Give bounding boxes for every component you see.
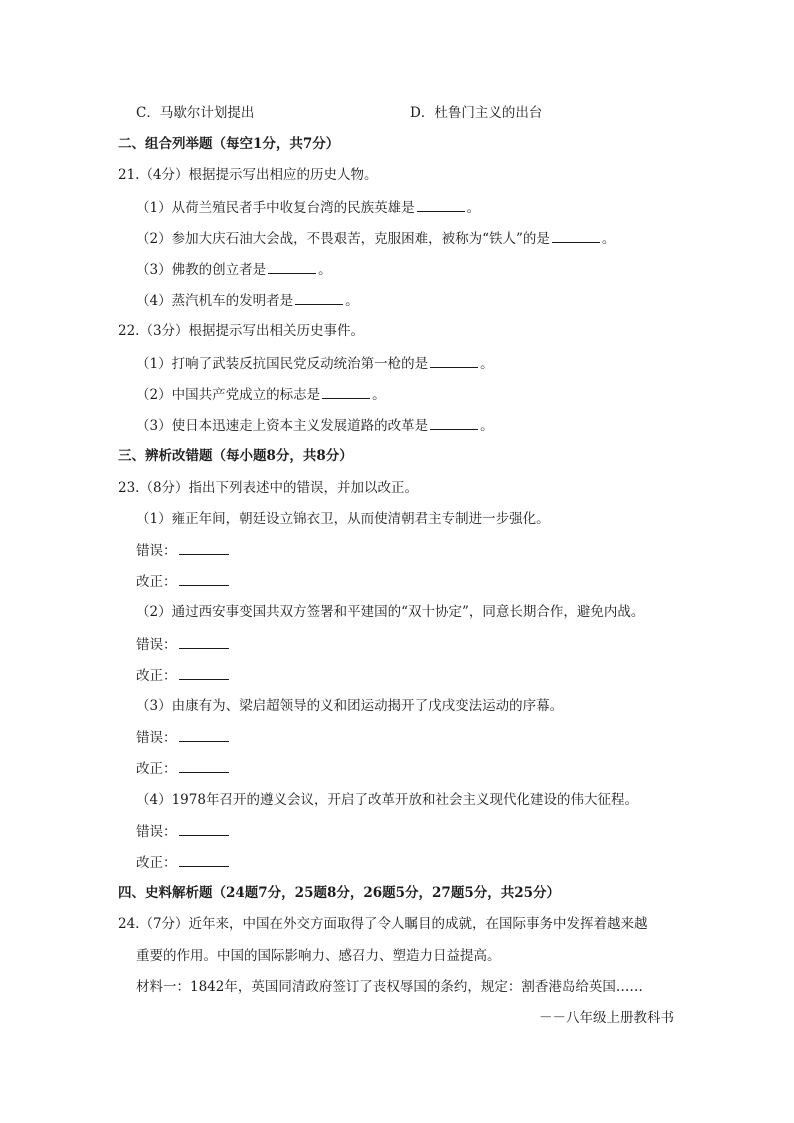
q22-stem: 22.（3分）根据提示写出相关历史事件。 xyxy=(118,323,365,339)
answer-blank[interactable] xyxy=(552,229,600,243)
answer-blank[interactable] xyxy=(295,291,343,305)
section4-title: 四、史料解析题（24题7分，25题8分，26题5分，27题5分，共25分） xyxy=(118,885,561,901)
q24-stem-line1: 24.（7分）近年来，中国在外交方面取得了令人瞩目的成就，在国际事务中发挥着越来越 xyxy=(118,916,648,932)
q21-item-3: （3）佛教的创立者是 。 xyxy=(136,262,332,278)
q22-item-2: （2）中国共产党成立的标志是 。 xyxy=(136,387,386,403)
q23-item-1: （1）雍正年间，朝廷设立锦衣卫，从而使清朝君主专制进一步强化。 xyxy=(136,511,550,527)
q23-stem: 23.（8分）指出下列表述中的错误，并加以改正。 xyxy=(118,480,419,496)
q22-item-1: （1）打响了武装反抗国民党反动统治第一枪的是 。 xyxy=(136,356,494,372)
q23-error-1: 错误： xyxy=(136,541,231,560)
q23-error-3: 错误： xyxy=(136,728,231,747)
option-c: C．马歇尔计划提出 xyxy=(136,105,255,121)
q21-item-2: （2）参加大庆石油大会战，不畏艰苦，克服困难，被称为“铁人”的是 。 xyxy=(136,231,616,247)
q22-item-3: （3）使日本迅速走上资本主义发展道路的改革是 。 xyxy=(136,418,494,434)
q23-item-4: （4）1978年召开的遵义会议，开启了改革开放和社会主义现代化建设的伟大征程。 xyxy=(136,792,638,808)
q24-source-1: －－八年级上册教科书 xyxy=(539,1010,674,1026)
answer-blank[interactable] xyxy=(179,572,229,586)
section3-title: 三、辨析改错题（每小题8分，共8分） xyxy=(118,448,353,464)
answer-blank[interactable] xyxy=(179,666,229,680)
answer-blank[interactable] xyxy=(179,822,229,836)
q23-fix-3: 改正： xyxy=(136,759,231,778)
answer-blank[interactable] xyxy=(430,354,478,368)
q21-item-1: （1）从荷兰殖民者手中收复台湾的民族英雄是 。 xyxy=(136,200,481,216)
answer-blank[interactable] xyxy=(417,198,465,212)
answer-blank[interactable] xyxy=(268,260,316,274)
answer-blank[interactable] xyxy=(179,853,229,867)
q24-material-1: 材料一：1842年，英国同清政府签订了丧权辱国的条约，规定：割香港岛给英国…… xyxy=(136,979,643,995)
answer-blank[interactable] xyxy=(179,759,229,773)
answer-blank[interactable] xyxy=(430,416,478,430)
q23-error-4: 错误： xyxy=(136,822,231,841)
q23-fix-4: 改正： xyxy=(136,853,231,872)
q23-item-3: （3）由康有为、梁启超领导的义和团运动揭开了戊戌变法运动的序幕。 xyxy=(136,698,564,714)
answer-blank[interactable] xyxy=(179,635,229,649)
q23-item-2: （2）通过西安事变国共双方签署和平建国的“双十协定”，同意长期合作，避免内战。 xyxy=(136,604,645,620)
q21-item-4: （4）蒸汽机车的发明者是 。 xyxy=(136,293,359,309)
option-d: D．杜鲁门主义的出台 xyxy=(410,105,543,121)
q21-stem: 21.（4分）根据提示写出相应的历史人物。 xyxy=(118,167,378,183)
q23-fix-1: 改正： xyxy=(136,572,231,591)
answer-blank[interactable] xyxy=(179,541,229,555)
answer-blank[interactable] xyxy=(322,385,370,399)
section2-title: 二、组合列举题（每空1分，共7分） xyxy=(118,136,340,152)
q23-fix-2: 改正： xyxy=(136,666,231,685)
answer-blank[interactable] xyxy=(179,728,229,742)
q23-error-2: 错误： xyxy=(136,635,231,654)
q24-stem-line2: 重要的作用。中国的国际影响力、感召力、塑造力日益提高。 xyxy=(136,948,501,964)
